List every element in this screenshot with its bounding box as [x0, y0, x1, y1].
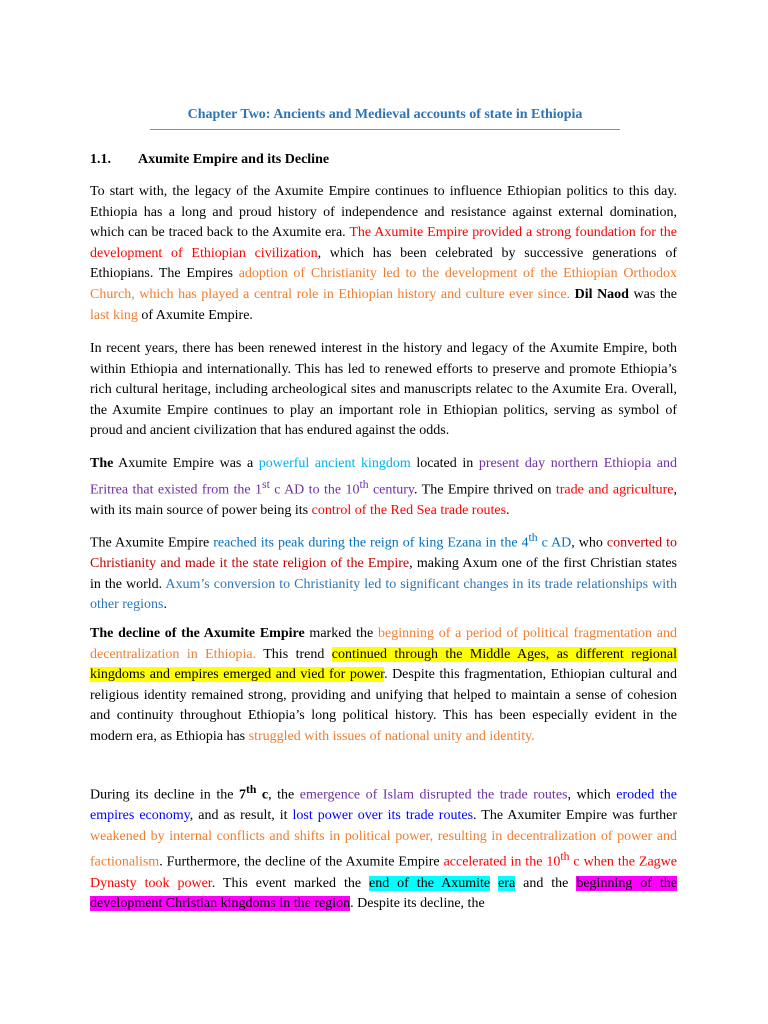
p4-text-a: The Axumite Empire: [90, 535, 214, 551]
p6-text-i: , and as result, it: [189, 808, 293, 824]
p1-text-c: , which has been celebrated by successive generations of Ethiopians. The Empires: [90, 245, 677, 282]
p5-text-a: The decline of the Axumite Empire: [90, 626, 305, 641]
section-title: Axumite Empire and its Decline: [138, 152, 330, 167]
p6-text-t-highlight: era: [498, 875, 516, 891]
p4-text-b: reached its peak during the reign of king Ezana in the 4: [213, 535, 529, 551]
p4-text-g: , making Axum one of the first Christian states in the world.: [90, 556, 677, 592]
p6-text-p: c when the Zagwe Dynasty took power: [90, 855, 678, 891]
paragraph-5: [90, 624, 677, 748]
p6-text-j: lost power over its trade routes: [292, 808, 474, 824]
p1-text-b: The Axumite Empire provided a strong foundation for the development of Ethiopian civilization: [90, 225, 677, 261]
p1-text-f: Dil Naod: [574, 286, 629, 302]
p3-text-m: control of the Red Sea trade routes: [311, 502, 507, 518]
p6-text-o: th: [560, 850, 570, 864]
p1-text-i: of Axumite Empire.: [137, 307, 253, 323]
p5-text-e-highlight: continued through the Middle Ages, as different regional kingdoms and empires emerged and vied for power: [90, 646, 678, 683]
p6-text-a: During its decline in the: [90, 787, 239, 803]
p3-text-i: century: [368, 482, 415, 498]
paragraph-6: [90, 780, 677, 915]
p4-text-i: .: [163, 597, 167, 613]
p5-text-b: marked the: [304, 626, 378, 641]
p1-text-g: was the: [628, 286, 677, 302]
p6-text-k: . The Axumiter Empire was further: [473, 808, 677, 824]
p3-text-e: present day northern Ethiopia and Eritrea that existed from the 1: [90, 456, 677, 498]
p3-text-g: c AD to the 10: [269, 482, 360, 498]
p4-text-c: th: [528, 531, 538, 544]
p3-text-d: located in: [410, 456, 479, 471]
p5-text-c: beginning of a period of political fragmentation and decentralization in Ethiopia.: [90, 626, 677, 662]
p6-text-v-highlight: beginning of the development Christian kingdoms in the region: [90, 875, 678, 912]
p6-text-g: , which: [567, 787, 617, 803]
p4-text-h: Axum’s conversion to Christianity led to significant changes in its trade relationships with other regions: [90, 576, 677, 613]
p3-text-k: trade and agriculture: [555, 482, 674, 498]
p3-text-l: , with its main source of power being its: [90, 482, 677, 518]
p6-text-b: 7: [238, 787, 246, 803]
p3-text-h: th: [359, 477, 369, 491]
p6-text-e: , the: [268, 787, 300, 803]
p6-text-c: th: [245, 783, 257, 796]
section-number: 1.1.: [90, 152, 111, 167]
p5-text-g: struggled with issues of national unity and identity.: [248, 728, 535, 744]
p3-text-c: powerful ancient kingdom: [258, 456, 411, 471]
p3-text-a: The: [90, 456, 114, 471]
p6-text-n: accelerated in the 10: [443, 855, 561, 871]
chapter-title: Chapter Two: Ancients and Medieval accounts of state in Ethiopia: [150, 105, 620, 130]
p1-text-a: To start with, the legacy of the Axumite Empire continues to influence Ethiopian politics to this day. Ethiopia has a long and proud history of independence and resistance against external domination, which can be traced back to the Axumite era.: [90, 184, 677, 241]
p6-text-l: weakened by internal conflicts and shifts in political power, resulting in decentralization of power and factionalism: [90, 828, 677, 871]
p4-text-d: c AD: [537, 535, 572, 551]
p6-text-d: c: [256, 787, 269, 803]
paragraph-2: In recent years, there has been renewed interest in the history and legacy of the Axumite Empire, both within Ethiopia and internationally. This has led to renewed efforts to preserve and promote Ethiopia’s rich cultural heritage, including archeological sites and manuscripts relatec to the Axumite Era. Overall, the Axumite Empire continues to play an important role in Ethiopian politics, serving as symbol of proud and ancient civilization that has endured against the odds.: [90, 341, 677, 439]
paragraph-1: [90, 182, 677, 326]
p6-text-m: . Furthermore, the decline of the Axumite Empire: [159, 855, 444, 871]
p4-text-f: converted to Christianity and made it the state religion of the Empire: [90, 535, 677, 572]
p6-text-w: . Despite its decline, the: [350, 896, 485, 912]
p3-text-f: st: [262, 477, 270, 491]
p3-text-j: . The Empire thrived on: [414, 482, 556, 498]
paragraph-4: [90, 528, 677, 616]
p5-text-d: This trend: [256, 646, 332, 662]
p6-text-s: [490, 876, 498, 891]
p1-text-d: adoption of Christianity led to the development of the Ethiopian Orthodox Church, which has played a central role in Ethiopian history and culture ever since.: [90, 266, 677, 302]
p1-text-h: last king: [90, 307, 138, 323]
p6-text-r-highlight: end of the Axumite: [369, 875, 491, 891]
paragraph-3: [90, 454, 677, 521]
p6-text-q: . This event marked the: [211, 875, 370, 891]
p6-text-u: and the: [515, 875, 577, 891]
p5-text-f: . Despite this fragmentation, Ethiopian cultural and religious identity remained strong, providing and unifying that helped to maintain a sense of cohesion and continuity throughout Ethiopia’s long political history. This has been especially evident in the modern era, as Ethiopia has: [90, 667, 677, 744]
p6-text-f: emergence of Islam disrupted the trade routes: [299, 787, 568, 803]
p3-text-b: Axumite Empire was a: [113, 456, 259, 471]
section-heading: [90, 150, 329, 170]
p3-text-n: .: [506, 502, 510, 518]
p6-text-h: eroded the empires economy: [90, 787, 677, 824]
p4-text-e: , who: [571, 535, 607, 551]
